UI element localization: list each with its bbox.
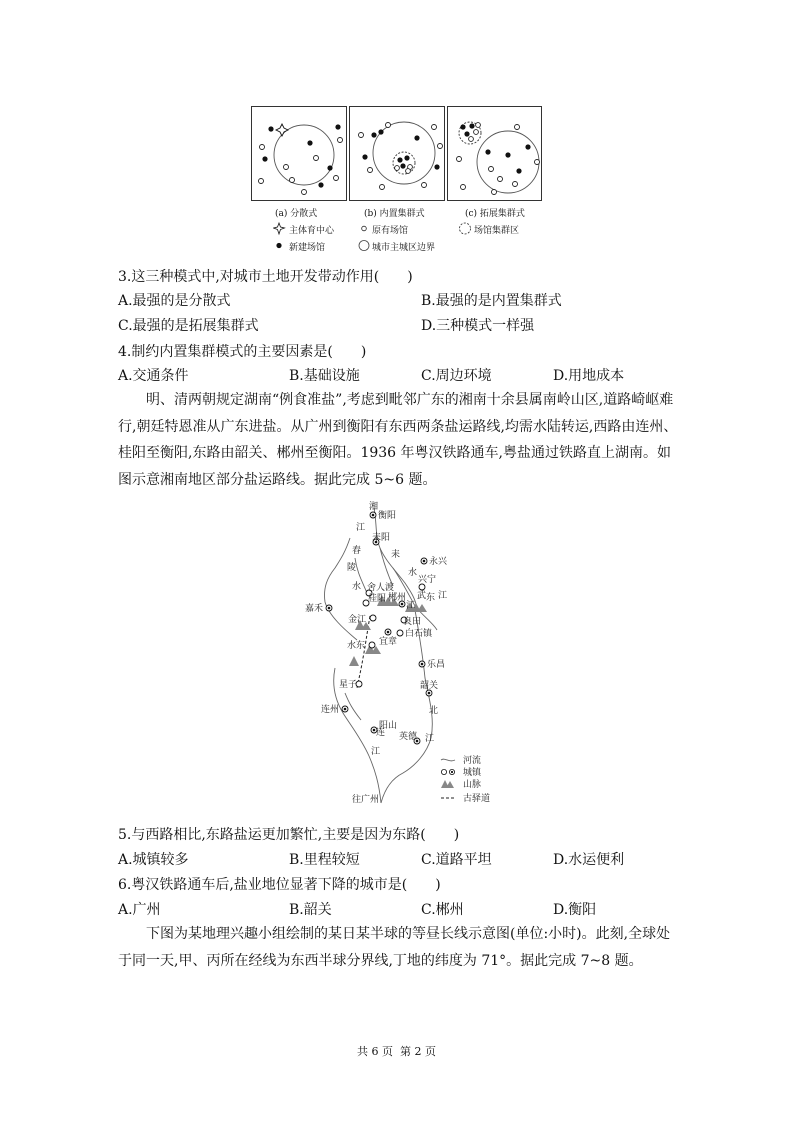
question-4-stem: 4.制约内置集群模式的主要因素是( ) — [118, 344, 367, 360]
question-3-stem: 3.这三种模式中,对城市土地开发带动作用( ) — [118, 269, 413, 285]
label-lechang: 乐昌 — [427, 660, 446, 670]
sports-center-star — [276, 124, 288, 136]
label-river-ling: 陵 — [347, 563, 357, 573]
q6-option-d: D.衡阳 — [553, 902, 597, 918]
river-beijiang — [381, 738, 431, 803]
salt-route-map — [305, 498, 505, 810]
map-legend-river: 河流 — [463, 756, 482, 766]
label-river-jiang5: 江 — [371, 747, 381, 757]
label-jiahe: 嘉禾 — [305, 604, 324, 614]
q6-option-b: B.韶关 — [289, 902, 332, 918]
new-venue-icon — [276, 243, 281, 248]
q4-option-d: D.用地成本 — [553, 368, 625, 384]
caption-b: (b) 内置集群式 — [364, 209, 425, 219]
legend-existing-venue: 原有场馆 — [372, 226, 409, 236]
figure-stadium-models — [251, 106, 541, 256]
caption-c: (c) 拓展集群式 — [465, 209, 525, 219]
label-hengyang: 衡阳 — [378, 511, 397, 521]
label-river-xiang: 湘 — [369, 502, 379, 512]
label-jinjiang: 金江 — [348, 615, 367, 625]
caption-a: (a) 分散式 — [275, 209, 318, 219]
q3-option-d: D.三种模式一样强 — [421, 318, 535, 334]
panel-a — [251, 106, 347, 201]
q3-option-c: C.最强的是拓展集群式 — [118, 318, 259, 334]
label-river-chong: 舂 — [352, 546, 362, 556]
label-yingde: 英德 — [399, 732, 418, 742]
q6-option-a: A.广州 — [118, 902, 161, 918]
rivers — [324, 508, 437, 803]
label-river-jiang3: 江 — [406, 601, 416, 611]
city-boundary-icon — [359, 241, 369, 251]
towns — [326, 512, 435, 744]
q6-option-c: C.郴州 — [421, 902, 464, 918]
q4-option-c: C.周边环境 — [421, 368, 492, 384]
label-sherendu: 舍人渡 — [367, 583, 395, 593]
label-baishizhen: 白石镇 — [405, 629, 433, 639]
legend-city-boundary: 城市主城区边界 — [372, 243, 436, 253]
q3-option-a: A.最强的是分散式 — [118, 293, 231, 309]
panel-b-diagram — [350, 107, 446, 202]
label-liangtian: 良田 — [403, 617, 422, 627]
existing-venue-icon — [362, 226, 367, 231]
map-legend-mountain: 山脉 — [463, 780, 482, 790]
q4-option-b: B.基础设施 — [289, 368, 360, 384]
q3-option-b: B.最强的是内置集群式 — [421, 293, 562, 309]
legend-new-venue: 新建场馆 — [289, 243, 326, 253]
label-shaoguan: 韶关 — [420, 681, 439, 691]
label-river-lian: 连 — [376, 728, 386, 738]
label-xingzi: 星子 — [339, 680, 358, 690]
label-river-wu: 武 — [417, 591, 427, 601]
label-river-jiang2: 江 — [438, 591, 448, 601]
q5-option-c: C.道路平坦 — [421, 852, 492, 868]
label-river-jiang4: 江 — [425, 734, 435, 744]
label-guiyang: 桂阳 — [368, 594, 387, 604]
passage-salt-routes: 明、清两朝规定湖南“例食准盐”,考虑到毗邻广东的湘南十余县属南岭山区,道路崎岖难行,朝廷特恩准从广东进盐。从广州到衡阳有东西两条盐运路线,均需水陆转运,西路由连州、桂阳至衡阳,东路由韶关、郴州至衡阳。1936 年粤汉铁路通车,粤盐通过铁路直上湖南。如图示意湘南地区部分盐运路线。据此完成 5~6 题。 — [118, 392, 678, 488]
map-legend — [441, 759, 455, 798]
legend-venue-cluster: 场馆集群区 — [474, 226, 520, 236]
label-chenzhou: 郴州 — [388, 593, 407, 603]
panel-c — [447, 106, 542, 201]
question-6-stem: 6.粤汉铁路通车后,盐业地位显著下降的城市是( ) — [118, 877, 441, 893]
legend-sports-center: 主体育中心 — [289, 226, 335, 236]
river-small — [345, 693, 361, 720]
label-river-bei: 北 — [429, 706, 439, 716]
label-leiyang: 耒阳 — [372, 533, 391, 543]
label-river-jiang1: 江 — [356, 523, 366, 533]
q5-option-a: A.城镇较多 — [118, 852, 189, 868]
question-5-stem: 5.与西路相比,东路盐运更加繁忙,主要是因为东路( ) — [118, 827, 460, 843]
label-xingning: 兴宁 — [418, 575, 437, 585]
q5-option-b: B.里程较短 — [289, 852, 360, 868]
panel-a-diagram — [252, 107, 348, 202]
label-river-dong: 东 — [426, 593, 436, 603]
map-legend-town: 城镇 — [463, 768, 482, 778]
label-river-shui2: 水 — [408, 568, 418, 578]
label-river-shui: 水 — [352, 582, 362, 592]
label-yongxing: 永兴 — [429, 557, 448, 567]
q4-option-a: A.交通条件 — [118, 368, 189, 384]
sports-center-icon — [274, 223, 285, 234]
passage-daylength: 下图为某地理兴趣小组绘制的某日某半球的等昼长线示意图(单位:小时)。此刻,全球处于同一天,甲、丙所在经线为东西半球分界线,丁地的纬度为 71°。据此完成 7~8 题。 — [118, 926, 671, 969]
label-yizhang: 宜章 — [379, 637, 398, 647]
label-shuidong: 水东 — [347, 641, 366, 651]
venue-cluster-icon — [460, 223, 471, 234]
panel-c-diagram — [448, 107, 543, 202]
label-yangshan: 阳山 — [379, 721, 398, 731]
panel-b — [349, 106, 445, 201]
q5-option-d: D.水运便利 — [553, 852, 625, 868]
label-lianzhou: 连州 — [321, 705, 340, 715]
label-river-lei: 耒 — [391, 550, 401, 560]
page-footer: 共 6 页 第 2 页 — [357, 1045, 436, 1058]
map-legend-post-road: 古驿道 — [463, 794, 491, 804]
label-wang-guangzhou: 往广州 — [352, 795, 380, 805]
